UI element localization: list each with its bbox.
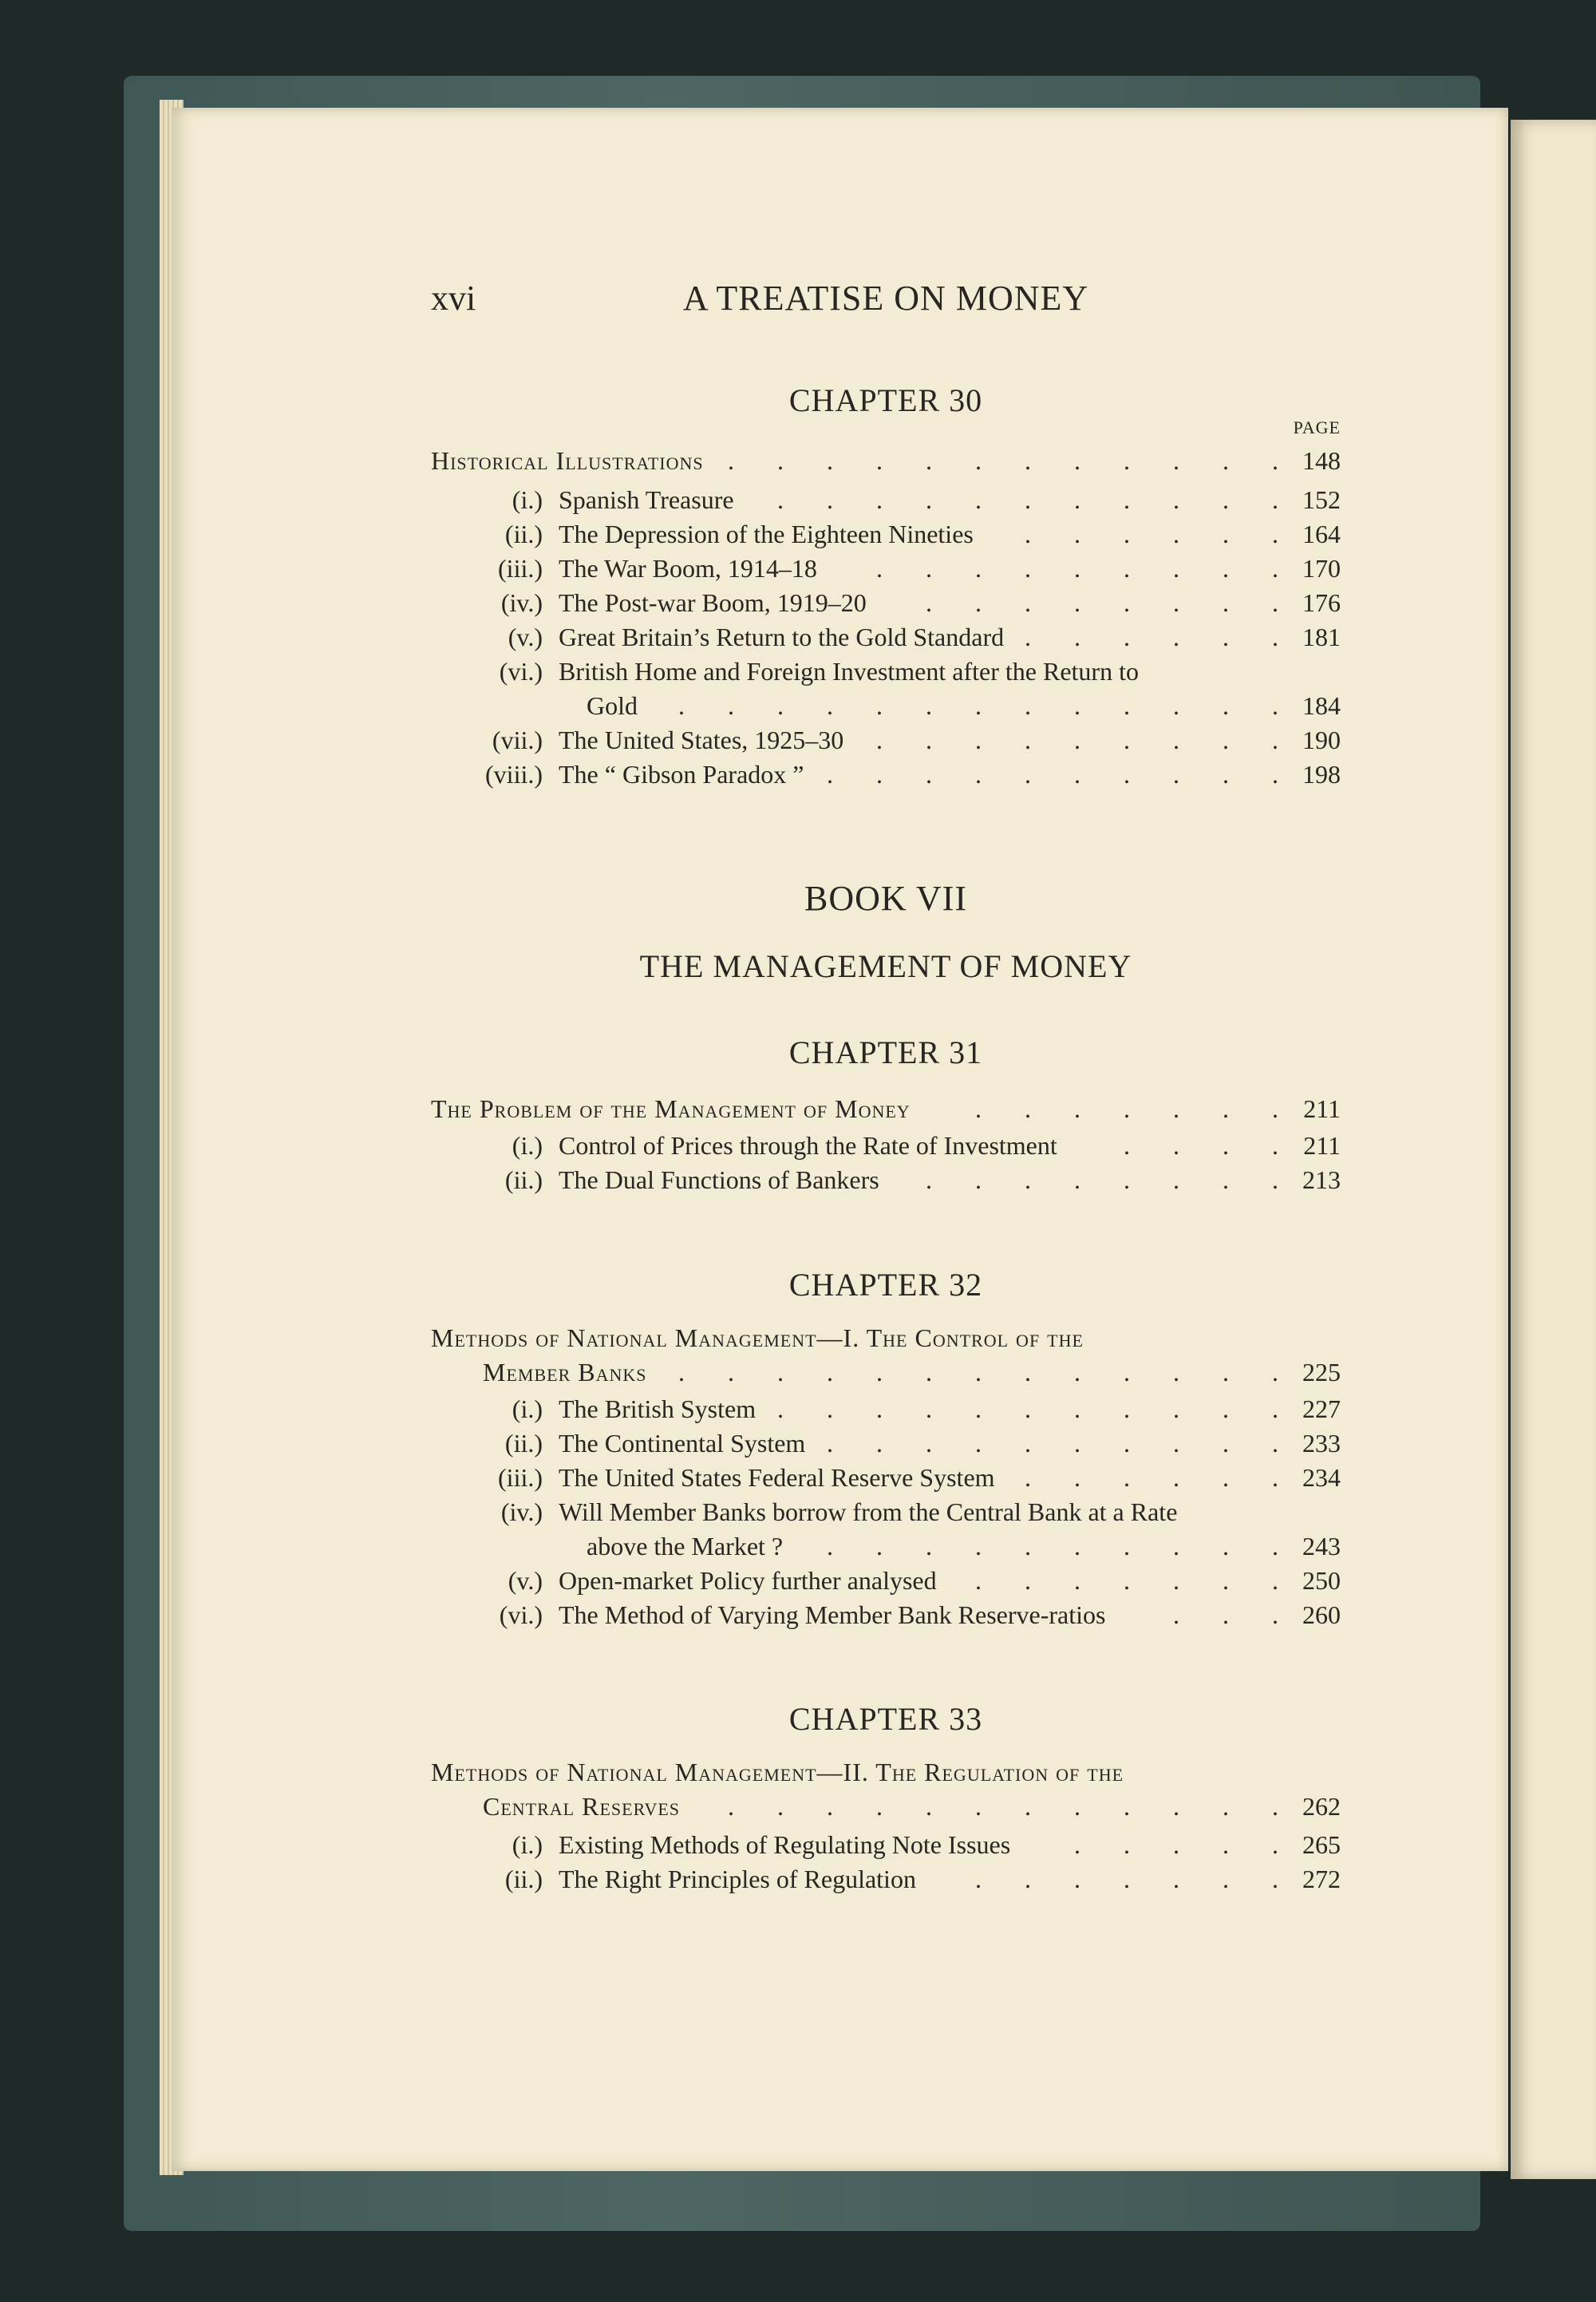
toc-entry: (iii.) The United States Federal Reserve System 234 . . . . . . [498,1463,1341,1492]
toc-entry: (iv.) The Post-war Boom, 1919–20 176 . . . . . . . . [500,588,1341,617]
toc-entry: (ii.) The Depression of the Eighteen Nineties 164 . . . . . . [504,520,1341,548]
page-number: 148 [1302,446,1341,475]
page-column-label: PAGE [1293,417,1341,437]
toc-entry: (ii.) The Right Principles of Regulation 272 . . . . . . . [504,1865,1341,1893]
toc-entry: (ii.) The Dual Functions of Bankers 213 . . . . . . . . [504,1165,1341,1194]
chapter-31-title: CHAPTER 31 [788,1034,983,1070]
toc-entry: (vi.) British Home and Foreign Investment after the Return to [499,657,1139,686]
toc-entry-continuation: Member Banks 225 . . . . . . . . . . . . . [483,1358,1341,1386]
running-title: A TREATISE ON MONEY [682,279,1089,318]
toc-entry: (iii.) The War Boom, 1914–18 170 . . . . . . . . . [498,554,1341,583]
facing-page-edge [1511,120,1596,2179]
toc-entry: (ii.) The Continental System 233 . . . . . . . . . . [504,1429,1341,1458]
page-folio: xvi [431,279,476,318]
toc-entry: (vii.) The United States, 1925–30 190 . . . . . . . . . [492,726,1341,754]
chapter-32-title: CHAPTER 32 [788,1267,983,1303]
book-subtitle: THE MANAGEMENT OF MONEY [639,948,1132,984]
toc-entry: (viii.) The “ Gibson Paradox ” 198 . . . . . . . . . . [485,760,1341,789]
toc-entry: (i.) Control of Prices through the Rate of Investment 211 . . . . [512,1131,1341,1160]
toc-entry: (i.) Existing Methods of Regulating Note Issues 265 . . . . . [512,1830,1341,1859]
chapter-30-title: CHAPTER 30 [788,382,983,418]
chapter-33-title: CHAPTER 33 [788,1701,983,1737]
toc-entry: (i.) The British System 227 . . . . . . . . . . . [512,1394,1341,1423]
toc-entry: (vi.) The Method of Varying Member Bank Reserve-ratios 260 . . . [499,1600,1341,1629]
toc-entry: (v.) Open-market Policy further analysed 250 . . . . . . . [508,1566,1341,1595]
page-header [431,278,1341,326]
toc-entry: (iv.) Will Member Banks borrow from the Central Bank at a Rate [500,1497,1178,1526]
toc-entry-ch31-main: The Problem of the Management of Money 211 . . . . . . . [431,1094,1341,1123]
toc-entry-continuation: Gold 184 . . . . . . . . . . . . . [587,691,1341,720]
toc-entry-ch30-main: Historical Illustrations 148 . . . . . . . . . . . . [431,443,1341,478]
book-title: BOOK VII [804,879,967,918]
toc-entry: (v.) Great Britain’s Return to the Gold Standard 181 . . . . . . [508,623,1341,651]
toc-entry-continuation: Central Reserves 262 . . . . . . . . . . . . [483,1792,1341,1821]
toc-entry-continuation: above the Market ? 243 . . . . . . . . . . [587,1532,1341,1560]
toc-entry-ch33-main: Methods of National Management—II. The Regulation of the [431,1758,1124,1786]
toc-entry-ch32-main: Methods of National Management—I. The Control of the [431,1323,1084,1352]
toc-entry: (i.) Spanish Treasure 152 . . . . . . . . . . . [512,485,1341,514]
